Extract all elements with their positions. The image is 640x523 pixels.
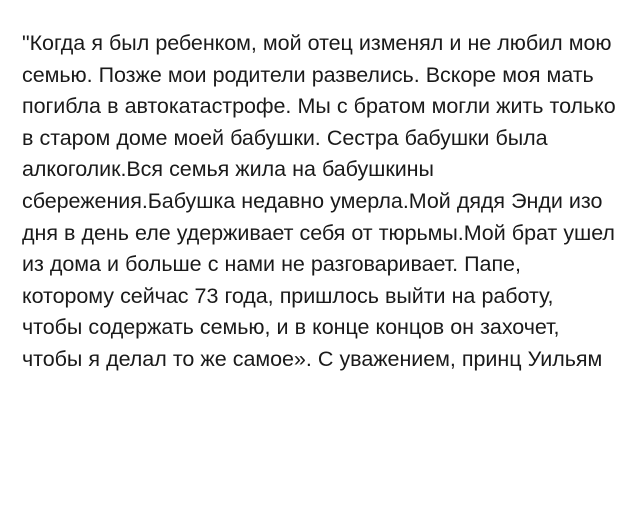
quote-text: "Когда я был ребенком, мой отец изменял и не любил мою семью. Позже мои родители развелись. Вскоре моя мать погибла в автокатастрофе. Мы с братом могли жить только в старом доме моей бабушки. Сестра бабушки была алкоголик.Вся семья жила на бабушкины сбережения.Бабушка недавно умерла.Мой дядя Энди изо дня в день еле удерживает себя от тюрьмы.Мой брат ушел из дома и больше с нами не разговаривает. Папе, которому сейчас 73 года, пришлось выйти на работу, чтобы содержать семью, и в конце концов он захочет, чтобы я делал то же самое». С уважением, принц Уильям [22, 31, 616, 371]
